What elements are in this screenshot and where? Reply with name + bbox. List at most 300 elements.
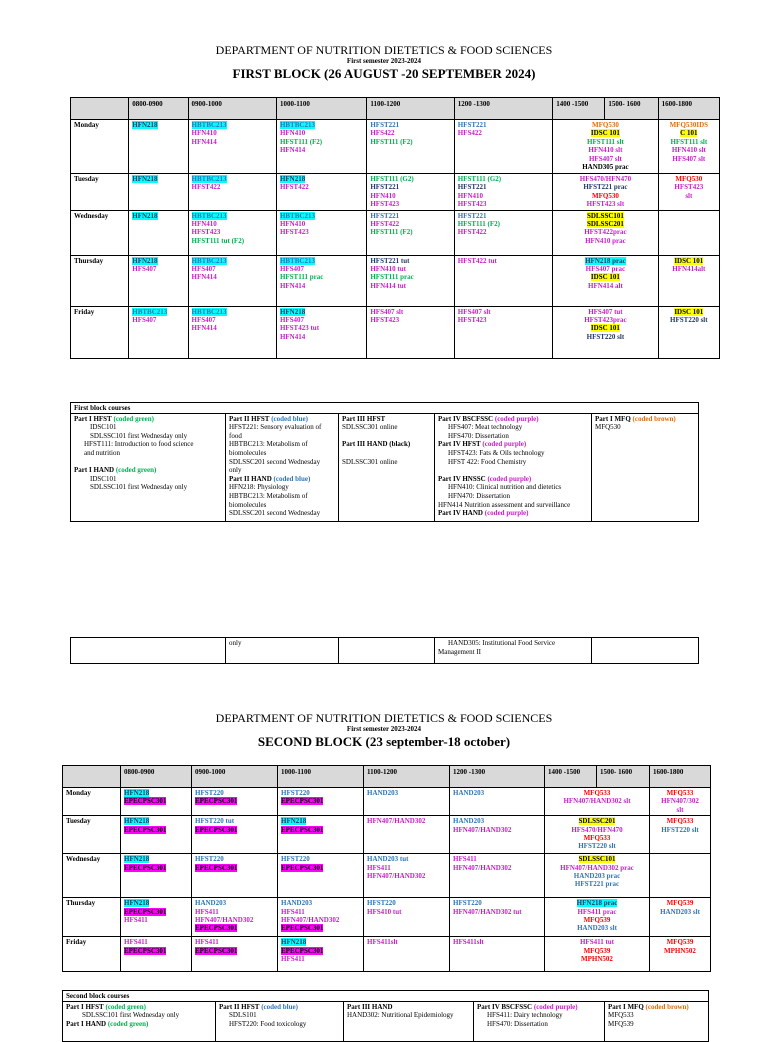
department-heading-1: DEPARTMENT OF NUTRITION DIETETICS & FOOD SCIENCES [215,43,553,57]
timetable-cell [364,816,450,854]
timetable-cell [121,898,192,937]
course-entry: HFN410 [457,191,484,200]
timetable-cell [192,898,278,937]
course-entry: HFST220 slt [578,842,616,851]
course-entry: HFST111 (F2) [370,137,413,146]
course-entry: HFST422 [370,220,400,229]
course-entry: EPECPSC301 [124,825,167,834]
course-description: HFST220: Food toxicology [229,1019,307,1028]
timetable-cell [553,255,658,306]
course-entry: HFST422 [457,228,487,237]
timetable-cell [545,898,650,937]
course-entry: HFS407 [132,316,157,325]
timetable-cell [545,816,650,854]
course-entry: EPECPSC301 [195,863,238,872]
course-entry: HFN407/302 [661,797,699,806]
course-entry: HBTBC213 [191,211,227,220]
course-entry: IDSC 101 [590,273,620,282]
time-slot-header: 1200 -1300 [450,766,545,788]
course-entry: HFN407/HAND302 [367,872,426,881]
course-entry: HFST221 [457,211,487,220]
course-entry: EPECPSC301 [124,863,167,872]
course-entry: MFQ530 [592,191,619,200]
time-slot-header: 0800-0900 [129,98,188,120]
course-entry: HFN410 prac [585,236,626,245]
timetable-row-monday [71,120,720,174]
timetable-cell [188,174,276,211]
course-entry: EPECPSC301 [281,946,324,955]
course-entry: HFST423 [279,228,309,237]
block-title-2: SECOND BLOCK (23 september-18 october) [257,734,511,749]
course-entry: HFST422prac [584,228,627,237]
course-description: MFQ533 [608,1011,634,1020]
course-group-heading: Part IV HFST (coded purple) [438,440,527,449]
course-entry: HFST221 [370,121,400,129]
course-entry: EPECPSC301 [281,797,324,806]
course-entry: HFN414 tut [370,281,406,290]
course-entry: HFN410 slt [588,146,623,155]
course-entry: HFST422 [279,183,309,192]
course-entry: HFST220 [195,855,224,864]
continuation-cell-2 [226,638,339,664]
timetable-cell [367,306,454,358]
timetable-cell [553,306,658,358]
course-entry: HFS422 [457,129,482,138]
day-label: Thursday [71,255,129,306]
course-entry: HFST111 (G2) [370,175,414,183]
course-description [342,449,431,458]
course-entry: HFST220 slt [586,332,625,341]
course-entry: HFST111 (F2) [370,228,413,237]
course-entry: HFS411 [124,916,148,925]
course-description: HFN410: Clinical nutrition and dietetics [448,483,562,492]
course-entry: HBTBC213 [191,121,227,129]
course-entry: HFN410 slt [671,146,706,155]
course-entry: HFN218 [132,175,158,183]
course-entry: MPHN502 [664,946,696,955]
course-description: IDSC101 [90,423,117,432]
course-entry: EPECPSC301 [281,924,324,933]
course-entry: HFN218 [279,307,306,316]
course-entry: HFS407 prac [585,265,626,274]
timetable-cell [367,210,454,255]
course-group-heading: Part III HFST [342,414,386,423]
course-entry: HFN407/HAND302 [453,825,512,834]
course-entry: HFN218 [124,789,150,797]
course-key2-col-part-i [63,1001,216,1041]
course-entry: HAND203 [195,899,227,908]
course-entry: EPECPSC301 [281,863,324,872]
course-description: HFST221: Sensory evaluation of [229,423,322,432]
course-entry: HFN414 [279,146,306,155]
continuation-course-hand305: HAND305: Institutional Food Service [448,639,556,647]
course-entry: MFQ539 [666,899,694,908]
course-entry: HFS407 slt [370,307,404,316]
day-label: Friday [63,937,121,972]
course-key-col-part-ii [226,413,339,521]
timetable-cell [192,788,278,816]
timetable-cell [545,788,650,816]
timetable-cell [278,854,364,898]
course-entry: HFN407/HAND302 tut [453,907,522,916]
course-entry: HFS470/HFN470 [571,825,623,834]
course-entry: HBTBC213 [191,256,227,265]
course-description: SDLSSC301 online [342,457,398,466]
course-group-heading: Part I HFST (coded green) [66,1002,146,1011]
course-description: HFN470: Dissertation [448,491,511,500]
timetable-cell [188,210,276,255]
timetable-cell [276,210,366,255]
course-entry: HFS411 [453,855,477,864]
course-entry: HFS407 [191,316,216,325]
course-description: HFST423: Fats & Oils technology [448,448,545,457]
course-entry: HAND203 [281,899,313,908]
course-entry: HFN410 [191,220,217,229]
course-entry: HFST111 slt [587,137,624,146]
course-key-col-part-iv [435,413,592,521]
course-entry: HFST221 tut [370,256,410,265]
course-entry: HFS411 [195,938,219,947]
timetable-cell [188,120,276,174]
time-slot-header: 1600-1800 [650,766,711,788]
time-slot-header: 1000-1100 [278,766,364,788]
course-entry: HFS410 tut [367,907,402,916]
course-entry: HFST221 [370,183,400,192]
timetable-cell [367,174,454,211]
course-entry: IDSC 101 [590,324,620,333]
course-group-heading: Part II HFST (coded blue) [219,1002,298,1011]
timetable-row-wednesday [71,210,720,255]
continuation-text: only [229,639,242,647]
course-group-heading: Part II HAND (coded blue) [229,474,311,483]
course-description: biomolecules [229,448,267,457]
course-entry: HFN414 [279,281,306,290]
course-entry: HFN407/HAND302 [453,863,512,872]
timetable-cell [192,854,278,898]
timetable-cell [276,174,366,211]
course-entry: IDSC 101 [590,129,620,138]
course-entry: HFN218 [281,938,307,947]
timetable-cell [276,255,366,306]
time-slot-header: 1400 -1500 [553,98,605,120]
timetable-cell [188,306,276,358]
timetable-cell [192,816,278,854]
timetable-cell [553,120,658,174]
course-key-col-mfq [592,413,699,521]
course-group-heading: Part I MFQ (coded brown) [595,414,676,423]
course-entry: HFN218 [132,256,158,265]
timetable-cell [553,174,658,211]
timetable-row-monday [63,788,711,816]
course-entry: HFN414 [191,137,217,146]
timetable-cell [454,174,552,211]
course-entry: HFST111 prac [370,273,414,282]
timetable-cell [650,788,711,816]
time-slot-header: 1500- 1600 [605,98,658,120]
timetable-cell [276,120,366,174]
course-entry: HFST423 slt [586,200,625,209]
course-entry: HFST423prac [584,316,627,325]
timetable-cell [278,788,364,816]
course-entry: HFN410 [279,129,306,138]
continuation-cell-5 [592,638,699,664]
course-entry: MFQ530 [592,121,619,129]
timetable-cell [192,937,278,972]
course-entry: IDSC 101 [674,256,704,265]
course-key2-col-part-iv [474,1001,605,1041]
timetable-cell [121,937,192,972]
course-entry: SDLSSC201 [578,817,616,826]
course-entry: HFST220 slt [670,316,708,325]
course-entry: SDLSSC101 [586,211,624,220]
day-label: Tuesday [63,816,121,854]
timetable-cell [276,306,366,358]
timetable-cell [454,306,552,358]
course-entry: HFST423 tut [279,324,320,333]
course-entry: HFS407 slt [588,154,622,163]
time-slot-header: 1100-1200 [364,766,450,788]
course-entry: HFN407/HAND302 prac [560,863,634,872]
course-group-heading: Part I HAND (coded green) [66,1019,149,1028]
timetable-cell [658,255,719,306]
timetable-cell [454,210,552,255]
course-entry: MFQ539 [583,946,611,955]
continuation-cell-1 [71,638,226,664]
course-key-heading-2: Second block courses [63,991,709,1002]
time-slot-header: 1500- 1600 [597,766,650,788]
course-key-heading: First block courses [71,403,699,414]
timetable-cell [278,816,364,854]
timetable-row-tuesday [71,174,720,211]
course-entry: EPECPSC301 [281,825,324,834]
course-entry: MFQ530IDS [669,121,709,129]
course-group-heading: Part III HAND [347,1002,393,1011]
course-group-heading: Part I HFST (coded green) [74,414,154,423]
course-entry: EPECPSC301 [195,924,238,933]
course-entry: HFN218 prac [576,899,618,908]
time-slot-header: 0900-1000 [192,766,278,788]
course-description: HFST111: Introduction to food science [84,440,194,449]
course-entry: HFST220 [281,855,310,864]
time-slot-header: 0900-1000 [188,98,276,120]
timetable-row-thursday [63,898,711,937]
course-entry: HFN407/HAND302 [367,817,426,826]
time-slot-header: 0800-0900 [121,766,192,788]
course-key-col-part-iii [339,413,435,521]
course-group-heading: Part IV BSCFSSC (coded purple) [477,1002,578,1011]
course-entry: HFST221 prac [574,880,620,889]
course-entry: HFS407 [191,265,216,274]
timetable-cell [658,120,719,174]
course-entry: HFN407/HAND302 [195,916,254,925]
course-entry: HFS411 [281,907,305,916]
timetable-row-tuesday [63,816,711,854]
course-entry: HFST221 [370,211,400,220]
course-entry: HFN218 prac [585,256,626,265]
course-key2-col-part-iii [344,1001,474,1041]
timetable-cell [367,120,454,174]
course-entry: HFST221 prac [583,183,628,192]
course-description: SDLSSC101 first Wednesday only [82,1011,180,1020]
course-description: HBTBC213: Metabolism of [229,440,308,449]
course-entry: EPECPSC301 [124,907,167,916]
timetable-cell [658,210,719,255]
timetable-cell [188,255,276,306]
course-entry: HFN218 [281,817,307,826]
course-entry: MFQ539 [583,916,611,925]
course-entry: HAND203 prac [573,872,621,881]
course-entry: HFN218 [279,175,306,183]
course-description: HAND302: Nutritional Epidemiology [347,1011,454,1020]
course-entry: HAND203 tut [367,855,409,864]
course-entry: HAND203 slt [660,907,700,916]
time-slot-header [63,766,121,788]
continuation-course-hand305-cont: Management II [438,647,481,656]
timetable-cell [364,788,450,816]
course-entry: HFN414 alt [588,281,623,290]
course-description: and nutrition [84,448,120,457]
course-entry: IDSC 101 [674,307,704,316]
semester-label-2: First semester 2023-2024 [346,725,422,733]
course-entry: HFS407 [279,316,305,325]
course-entry: HFN218 [132,121,158,129]
day-label: Monday [63,788,121,816]
course-entry: HFS407 [279,265,305,274]
time-slot-header: 1100-1200 [367,98,454,120]
course-entry: HFST422 [191,183,221,192]
course-entry: HBTBC213 [279,256,315,265]
course-entry: EPECPSC301 [195,946,238,955]
course-entry: HFS407 slt [672,154,706,163]
course-entry: HFS411 [367,863,391,872]
course-entry: MFQ539 [666,938,694,947]
timetable-cell [450,937,545,972]
course-entry: HFS411slt [453,938,484,947]
timetable-cell [553,210,658,255]
course-description: MFQ530 [595,423,621,432]
timetable-cell [129,120,188,174]
course-group-heading: Part IV HAND (coded purple) [438,509,529,518]
course-entry: HFN414 [191,324,217,333]
timetable-cell [278,898,364,937]
course-entry: HFN218 [124,817,150,826]
course-description: SDLS101 [229,1011,257,1020]
timetable-cell [545,937,650,972]
timetable-row-friday [71,306,720,358]
course-entry: HFST221 [457,121,487,129]
course-description: HFS411: Dairy technology [487,1011,563,1020]
course-entry: HFS470/HFN470 [579,175,632,183]
course-description: HFS470: Dissertation [448,431,509,440]
course-description: HFST 422: Food Chemistry [448,457,527,466]
course-entry: HBTBC213 [191,175,227,183]
course-entry: HFST423 [370,200,400,209]
course-entry: HFST220 [367,899,396,908]
course-description [342,432,431,441]
timetable-cell [450,788,545,816]
timetable-cell [650,854,711,898]
timetable-cell [278,937,364,972]
course-entry: HFST111 (F2) [457,220,500,229]
course-description: biomolecules [229,500,267,509]
second-block-course-key [62,990,709,1042]
course-entry: HFST111 slt [670,137,708,146]
timetable-cell [545,854,650,898]
course-entry: HAND203 slt [577,924,617,933]
course-entry: MPHN502 [581,955,613,964]
course-entry: HFS411 tut [579,938,615,947]
course-entry: EPECPSC301 [195,825,238,834]
course-entry: HFS411 [124,938,148,947]
timetable-cell [454,255,552,306]
course-entry: SDLSSC201 [586,220,624,229]
course-entry: MFQ533 [666,817,694,826]
course-key-col-part-i [71,413,226,521]
course-entry: HFST220 [281,789,310,797]
timetable-header-row [63,766,711,788]
timetable-cell [129,174,188,211]
timetable-row-wednesday [63,854,711,898]
course-description: SDLSSC101 first Wednesday only [90,483,188,492]
course-entry: HFST111 tut (F2) [191,236,245,245]
continuation-cell-3 [339,638,435,664]
course-entry: HFN218 [124,855,150,864]
course-entry: HFS411 prac [577,907,617,916]
course-entry: HFN410 [279,220,306,229]
course-entry: HFST220 slt [661,825,699,834]
course-entry: EPECPSC301 [124,946,167,955]
course-entry: HFST220 [453,899,482,908]
timetable-cell [121,788,192,816]
course-description: IDSC101 [90,474,117,483]
timetable-cell [129,255,188,306]
course-entry: C 101 [680,129,698,138]
timetable-cell [450,854,545,898]
day-label: Tuesday [71,174,129,211]
time-slot-header [71,98,129,120]
course-entry: HFST220 tut [195,817,235,826]
course-group-heading: Part II HFST (coded blue) [229,414,308,423]
course-description: food [229,431,242,440]
course-group-heading: Part IV BSCFSSC (coded purple) [438,414,539,423]
timetable-cell [650,898,711,937]
course-description [438,466,588,475]
time-slot-header: 1400 -1500 [545,766,597,788]
time-slot-header: 1000-1100 [276,98,366,120]
time-slot-header: 1200 -1300 [454,98,552,120]
course-entry: HFST111 (F2) [279,137,323,146]
course-entry: HFST422 tut [457,256,497,265]
course-entry: slt [676,805,684,814]
course-entry: HAND305 prac [582,163,629,172]
course-entry: slt [685,191,693,200]
course-description [74,458,222,467]
course-entry: SDLSSC101 [578,855,616,864]
course-entry: HFS411 [281,955,305,964]
course-entry: HFN414 [279,332,306,341]
continuation-cell-4 [435,638,592,664]
course-entry: HFST111 prac [279,273,324,282]
course-description: HFS470: Dissertation [487,1019,548,1028]
timetable-cell [658,306,719,358]
course-entry: HFS407 tut [588,307,623,316]
timetable-cell [364,898,450,937]
course-entry: HFN218 [132,211,158,220]
course-description: HBTBC213: Metabolism of [229,491,308,500]
first-block-timetable [70,97,720,359]
course-entry: HFS407 slt [457,307,491,316]
course-entry: HFST221 [457,183,487,192]
